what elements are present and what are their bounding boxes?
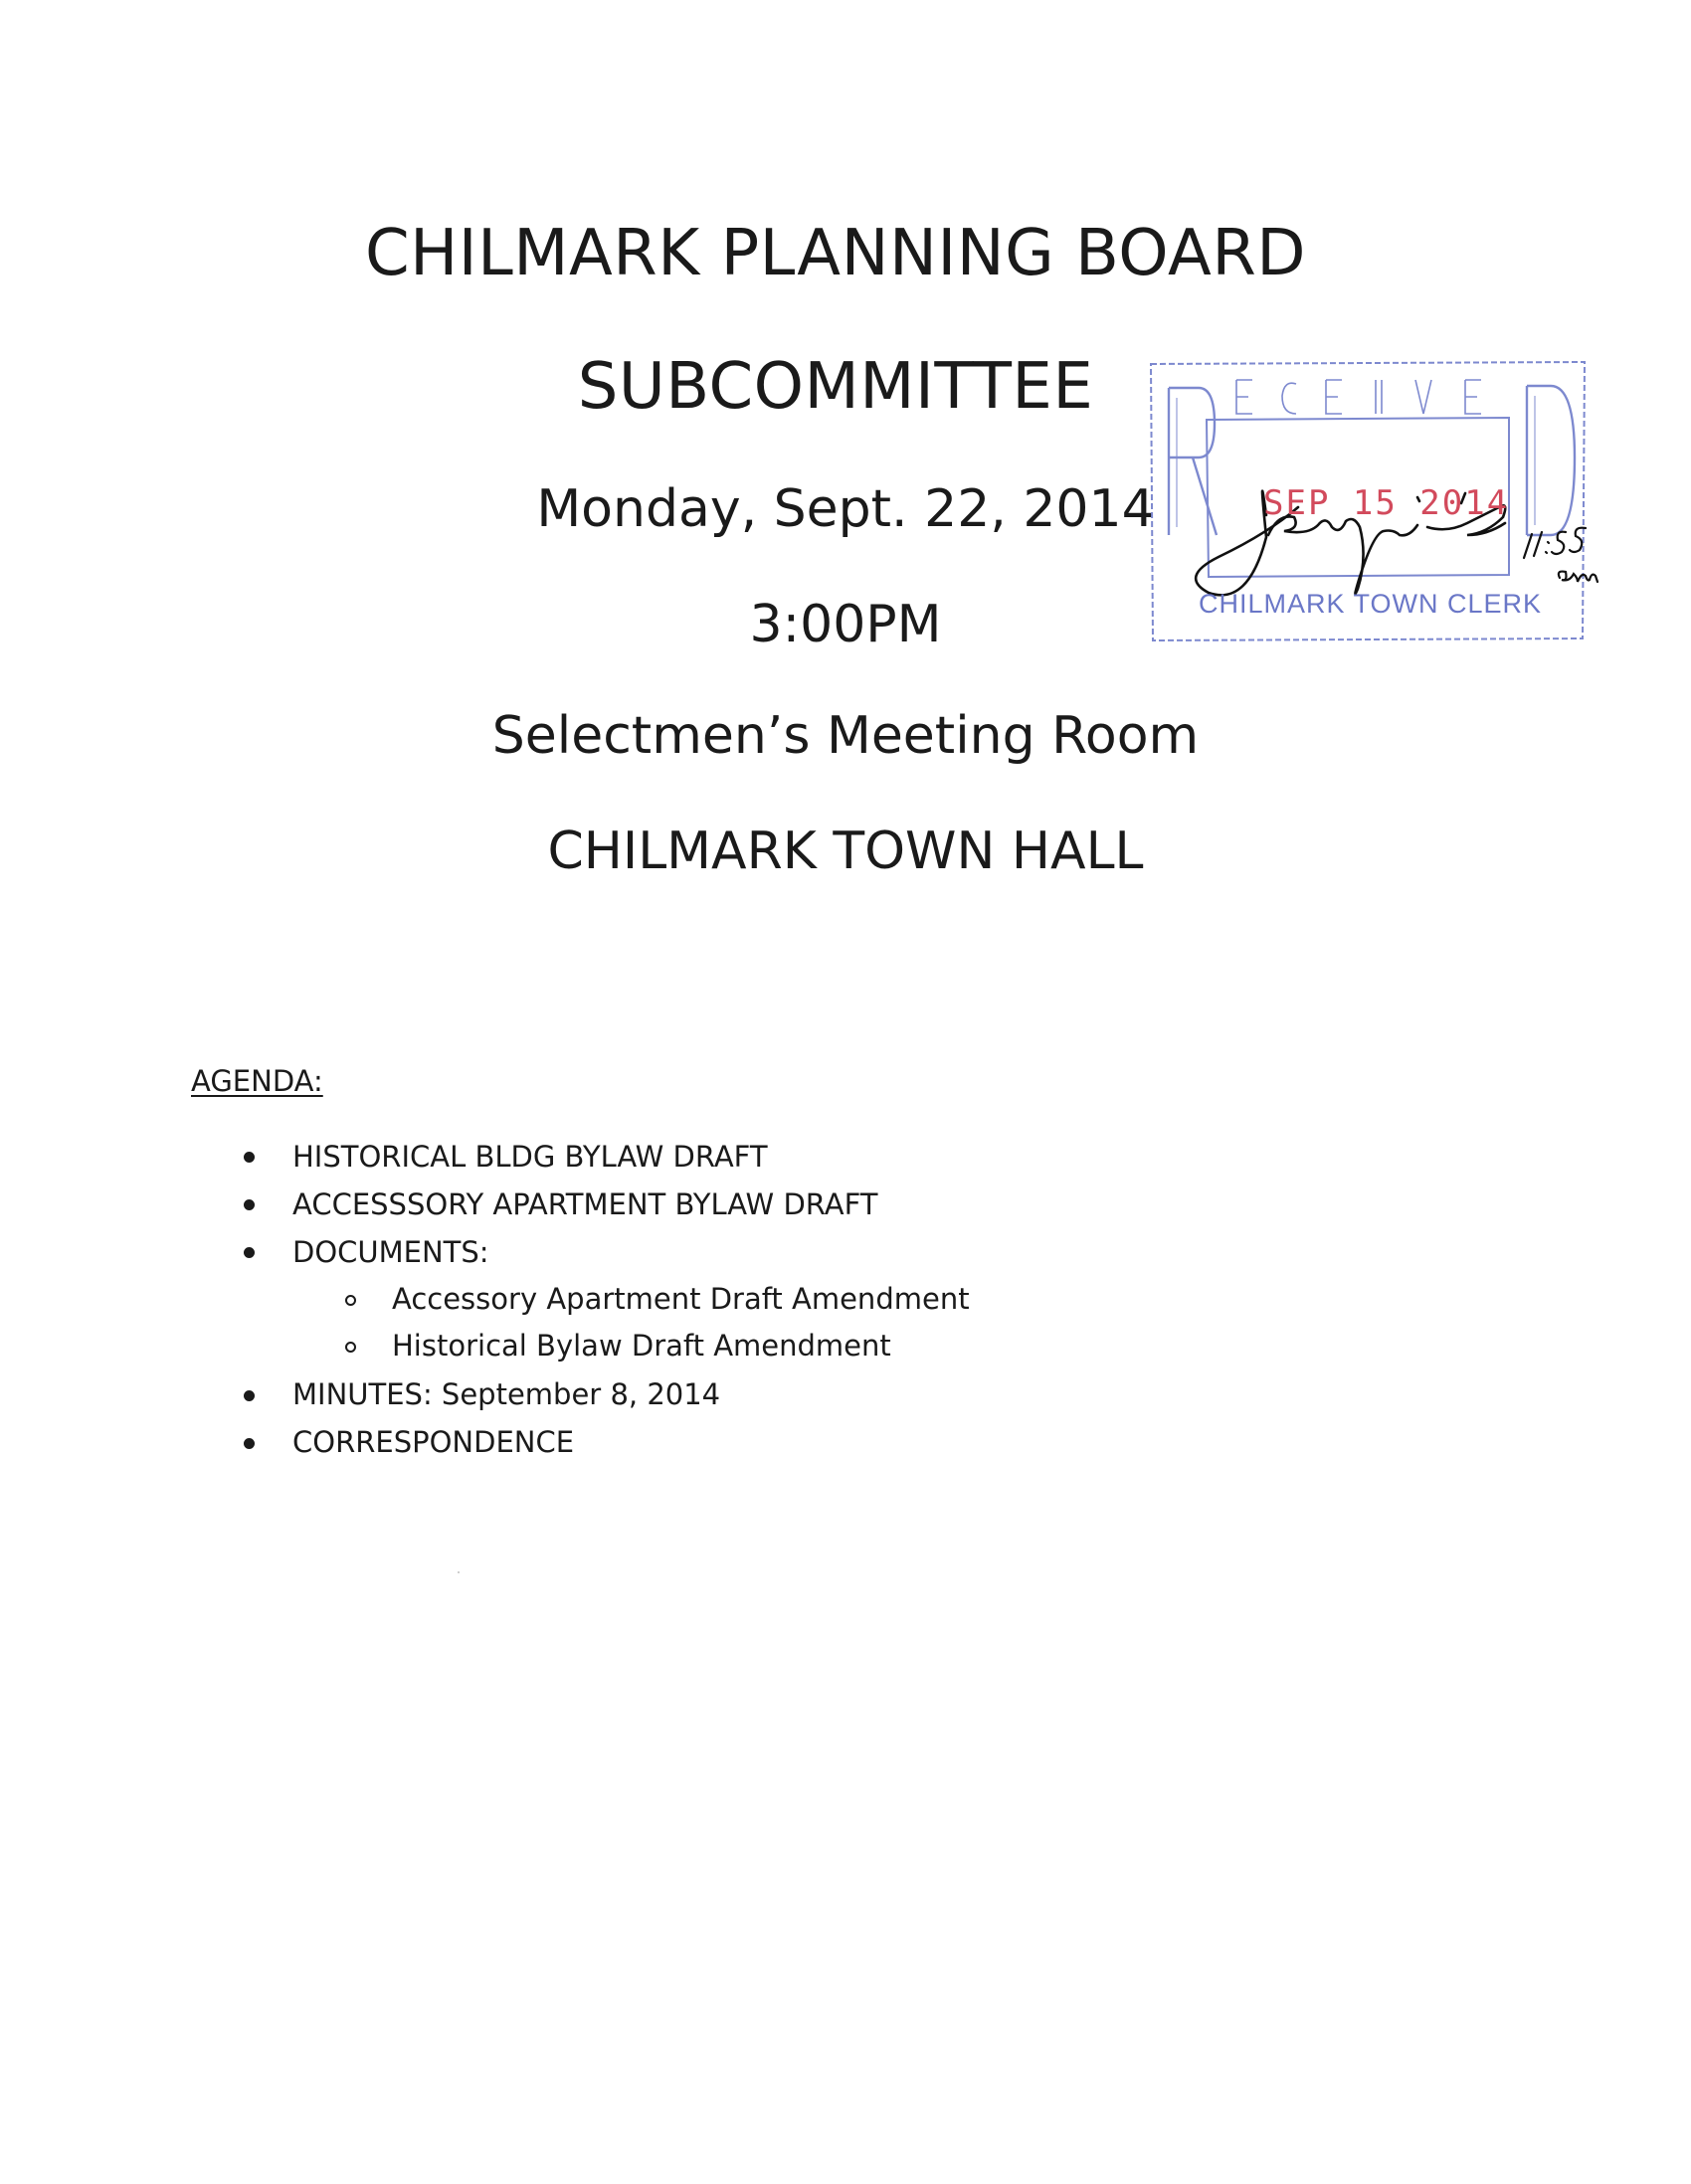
sub-bullet-icon xyxy=(345,1295,356,1306)
agenda-item: HISTORICAL BLDG BYLAW DRAFT xyxy=(292,1140,768,1174)
bullet-icon xyxy=(244,1152,255,1163)
scan-speck xyxy=(458,1571,460,1573)
agenda-item: ACCESSSORY APARTMENT BYLAW DRAFT xyxy=(292,1187,878,1221)
stamp-clerk-label: CHILMARK TOWN CLERK xyxy=(1199,589,1543,619)
meeting-location: CHILMARK TOWN HALL xyxy=(547,821,1144,881)
agenda-sub-item: Historical Bylaw Draft Amendment xyxy=(392,1329,891,1363)
agenda-item: DOCUMENTS: xyxy=(292,1235,489,1269)
agenda-sub-item: Accessory Apartment Draft Amendment xyxy=(392,1282,970,1316)
stamp-date: SEP 15 2014 xyxy=(1263,483,1510,523)
handwritten-time xyxy=(1520,520,1599,595)
sub-bullet-icon xyxy=(345,1342,356,1353)
bullet-icon xyxy=(244,1199,255,1210)
bullet-icon xyxy=(244,1247,255,1258)
bullet-icon xyxy=(244,1438,255,1449)
agenda-item: CORRESPONDENCE xyxy=(292,1425,575,1459)
board-title: CHILMARK PLANNING BOARD xyxy=(364,217,1307,290)
meeting-date: Monday, Sept. 22, 2014 xyxy=(536,479,1155,539)
agenda-label: AGENDA: xyxy=(191,1064,323,1098)
board-subtitle: SUBCOMMITTEE xyxy=(577,350,1094,424)
meeting-time: 3:00PM xyxy=(749,595,942,654)
agenda-item: MINUTES: September 8, 2014 xyxy=(292,1377,721,1411)
meeting-room: Selectmen’s Meeting Room xyxy=(491,706,1200,766)
bullet-icon xyxy=(244,1390,255,1401)
